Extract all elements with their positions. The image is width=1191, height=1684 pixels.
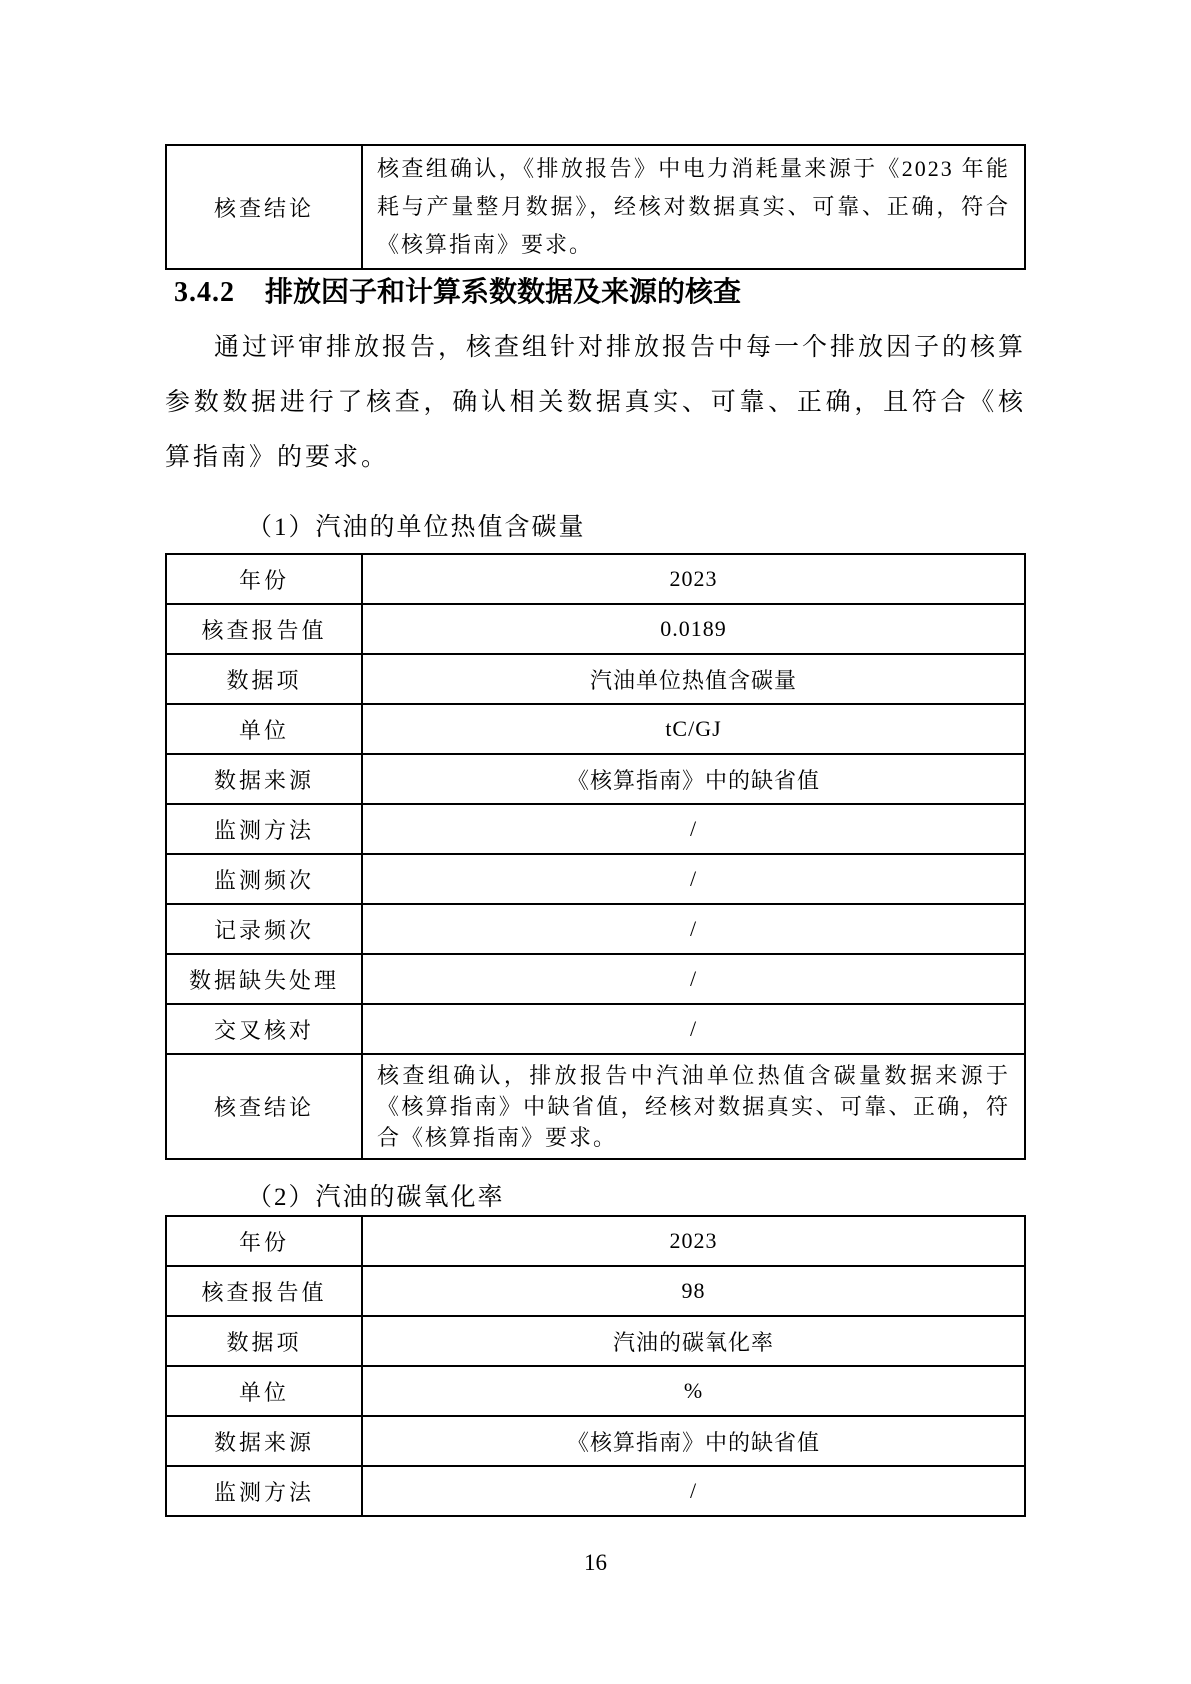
table-row [166,704,1025,754]
row-label: 单位 [166,704,362,754]
row-value: 2023 [362,554,1025,604]
row-value: 98 [362,1266,1025,1316]
row-value: tC/GJ [362,704,1025,754]
row-label: 监测方法 [166,804,362,854]
table-row [166,604,1025,654]
gasoline-heat-carbon-content-table [165,553,1026,1160]
table-row [166,1216,1025,1266]
subsection-2-caption: （2）汽油的碳氧化率 [247,1184,505,1211]
row-value: / [362,904,1025,954]
row-label: 单位 [166,1366,362,1416]
gasoline-carbon-oxidation-rate-table [165,1215,1026,1517]
subsection-1-caption: （1）汽油的单位热值含碳量 [247,514,586,541]
row-label: 数据项 [166,654,362,704]
table-row [166,1266,1025,1316]
row-label: 数据来源 [166,754,362,804]
table-row [166,1466,1025,1516]
table-row [166,804,1025,854]
table-row [166,554,1025,604]
table-row [166,1366,1025,1416]
table-row [166,1004,1025,1054]
row-value: 核查组确认，《排放报告》中电力消耗量来源于《2023 年能耗与产量整月数据》，经核对数据真实、可靠、正确，符合《核算指南》要求。 [362,145,1025,269]
row-label: 监测频次 [166,854,362,904]
row-value: / [362,954,1025,1004]
section-number: 3.4.2 [174,277,235,308]
row-value: / [362,854,1025,904]
row-value: 核查组确认，排放报告中汽油单位热值含碳量数据来源于《核算指南》中缺省值，经核对数据真实、可靠、正确，符合《核算指南》要求。 [362,1054,1025,1159]
table-row [166,145,1025,269]
section-title: 排放因子和计算系数数据及来源的核查 [265,277,742,308]
row-value: 2023 [362,1216,1025,1266]
row-label: 数据缺失处理 [166,954,362,1004]
row-label: 监测方法 [166,1466,362,1516]
row-label: 核查结论 [166,1054,362,1159]
row-value: 0.0189 [362,604,1025,654]
row-value: 汽油的碳氧化率 [362,1316,1025,1366]
row-label: 核查报告值 [166,1266,362,1316]
table-row [166,1416,1025,1466]
row-value: / [362,1466,1025,1516]
row-label: 核查结论 [166,145,362,269]
row-value: 《核算指南》中的缺省值 [362,1416,1025,1466]
table-row [166,954,1025,1004]
row-label: 年份 [166,554,362,604]
row-label: 数据项 [166,1316,362,1366]
row-label: 记录频次 [166,904,362,954]
section-heading [174,270,741,310]
row-label: 数据来源 [166,1416,362,1466]
row-value: / [362,804,1025,854]
table-row [166,1054,1025,1159]
row-label: 核查报告值 [166,604,362,654]
table-row [166,754,1025,804]
row-value: / [362,1004,1025,1054]
row-value: % [362,1366,1025,1416]
row-label: 交叉核对 [166,1004,362,1054]
row-value: 《核算指南》中的缺省值 [362,754,1025,804]
section-paragraph: 通过评审排放报告，核查组针对排放报告中每一个排放因子的核算参数数据进行了核查，确认相关数据真实、可靠、正确，且符合《核算指南》的要求。 [165,334,1027,471]
page-number: 16 [584,1550,607,1575]
row-label: 年份 [166,1216,362,1266]
table-row [166,1316,1025,1366]
table-row [166,854,1025,904]
table-row [166,904,1025,954]
table-row [166,654,1025,704]
previous-section-conclusion-table [165,144,1026,270]
row-value: 汽油单位热值含碳量 [362,654,1025,704]
